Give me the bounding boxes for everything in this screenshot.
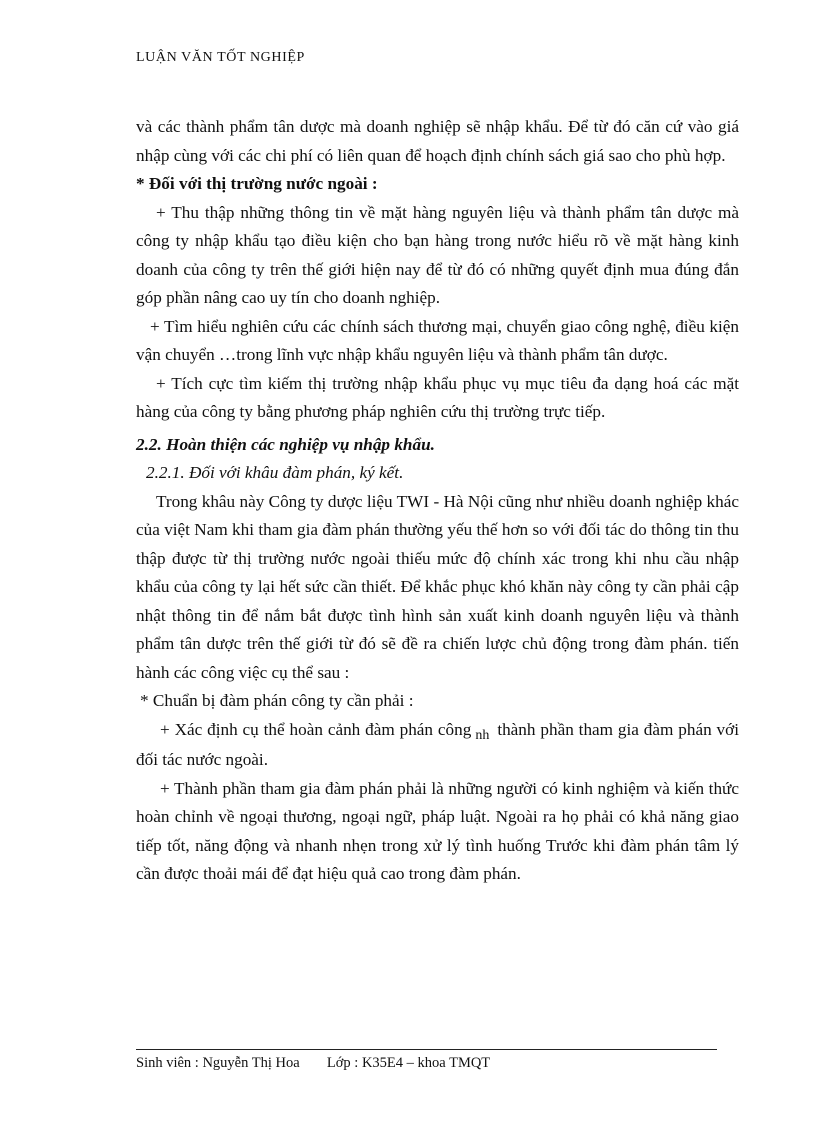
paragraph-collect-info: + Thu thập những thông tin về mặt hàng nguyên liệu và thành phẩm tân dược mà công ty nhập khẩu tạo điều kiện cho bạn hàng trong nước hiểu rõ về mặt hàng kinh doanh của công ty trên thế giới hiện nay để từ đó có những quyết định mua đúng đắn góp phần nâng cao uy tín cho doanh nghiệp. — [136, 202, 739, 307]
paragraph-negotiation-team: + Thành phần tham gia đàm phán phải là những người có kinh nghiệm và kiến thức hoàn chỉnh về ngoại thương, ngoại ngữ, pháp luật. Ngoài ra họ phải có khả năng giao tiếp tốt, năng động và nhanh nhẹn trong xử lý tình huống Trước khi đàm phán tâm lý cần được thoải mái để đạt hiệu quả cao trong đàm phán. — [136, 778, 739, 883]
document-body — [136, 113, 739, 889]
inline-fragment-nh: nh — [475, 727, 490, 743]
page-footer — [136, 1055, 490, 1072]
paragraph-negotiation-context: Trong khâu này Công ty dược liệu TWI - Hà Nội cũng như nhiều doanh nghiệp khác của việt Nam khi tham gia đàm phán thường yếu thế hơn so với đối tác do thông tin thu thập được từ thị trường nước ngoài thiếu mức độ chính xác trong khi nhu cầu nhập khẩu của công ty lại hết sức cần thiết. Để khắc phục khó khăn này công ty cần phải cập nhật thông tin để nắm bắt được tình hình sản xuất kinh doanh nguyên liệu và thành phẩm tân dược trên thế giới từ đó sẽ đề ra chiến lược chủ động trong đàm phán. tiến hành các công việc cụ thể sau : — [136, 491, 739, 682]
footer-class: Lớp : K35E4 – khoa TMQT — [326, 1055, 491, 1071]
paragraph-research-policies: + Tìm hiểu nghiên cứu các chính sách thương mại, chuyển giao công nghệ, điều kiện vận chuyển …trong lĩnh vực nhập khẩu nguyên liệu và thành phẩm tân dược. — [136, 316, 739, 364]
heading-foreign-market: * Đối với thị trường nước ngoài : — [136, 174, 378, 193]
footer-divider — [136, 1049, 717, 1050]
paragraph-determine-context-part1: + Xác định cụ thể hoàn cảnh đàm phán công — [160, 719, 472, 739]
paragraph-determine-context-part2: thành phần tham gia đàm phán với đối tác nước ngoài. — [136, 719, 739, 769]
subsection-heading-negotiation: 2.2.1. Đối với khâu đàm phán, ký kết. — [146, 463, 404, 482]
heading-negotiation-prep: * Chuẩn bị đàm phán công ty cần phải : — [140, 691, 414, 710]
section-heading-import-operations: 2.2. Hoàn thiện các nghiệp vụ nhập khẩu. — [136, 434, 435, 454]
paragraph-determine-context — [136, 716, 739, 775]
footer-student: Sinh viên : Nguyễn Thị Hoa — [136, 1055, 300, 1071]
paragraph-find-markets: + Tích cực tìm kiếm thị trường nhập khẩu phục vụ mục tiêu đa dạng hoá các mặt hàng của công ty bằng phương pháp nghiên cứu thị trường trực tiếp. — [136, 373, 739, 421]
paragraph-pricing: và các thành phẩm tân dược mà doanh nghiệp sẽ nhập khẩu. Để từ đó căn cứ vào giá nhập cùng với các chi phí có liên quan để hoạch định chính sách giá sao cho phù hợp. — [136, 117, 739, 165]
page-header: LUẬN VĂN TỐT NGHIỆP — [136, 50, 305, 65]
